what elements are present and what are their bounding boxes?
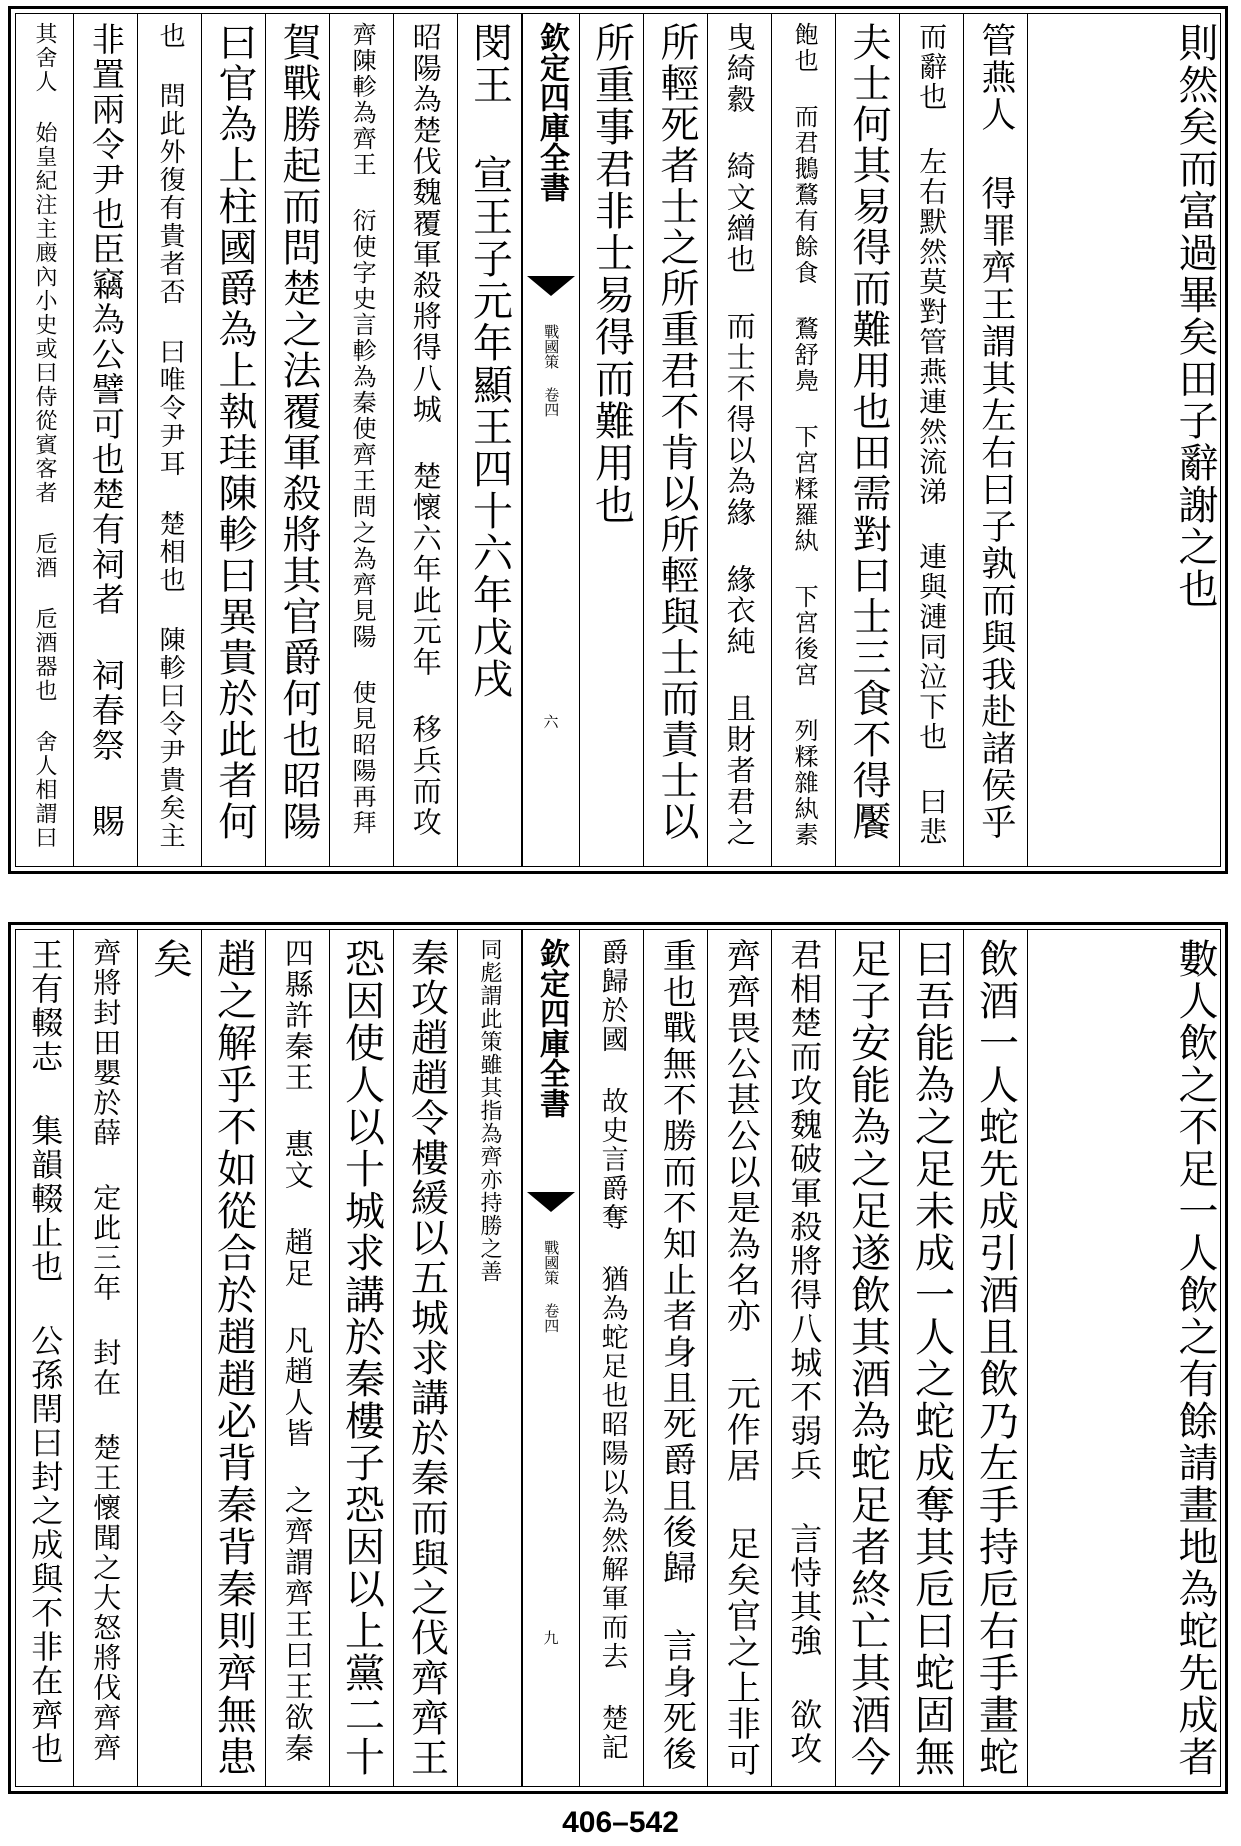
column-text: 夫士何其易得而難用也田需對曰士三食不得饜 bbox=[845, 22, 891, 842]
column-text: 曳綺縠 綺文繒也 而士不得以為緣 緣衣純 且財者君之 bbox=[722, 22, 757, 848]
banner-subtitle: 戰國策 卷四 bbox=[542, 1240, 561, 1333]
text-column bbox=[1028, 14, 1222, 866]
column-text: 同彪謂此策雖其指為齊亦持勝之善 bbox=[477, 938, 503, 1283]
text-column bbox=[458, 14, 522, 866]
text-column bbox=[772, 930, 836, 1786]
fish-tail-icon bbox=[527, 276, 575, 296]
column-text: 君相楚而攻魏破軍殺將得八城不弱兵 言恃其強 欲攻 bbox=[785, 938, 824, 1766]
page-number: 406–542 bbox=[562, 1806, 679, 1839]
column-text: 非置兩令尹也臣竊為公譬可也楚有祠者 祠春祭 賜 bbox=[86, 22, 126, 839]
center-banner bbox=[522, 930, 580, 1786]
text-column bbox=[138, 930, 202, 1786]
column-text: 趙之解乎不如從合於趙趙必背秦背秦則齊無患 bbox=[210, 938, 257, 1778]
column-text: 曰吾能為之足未成一人之蛇成奪其卮曰蛇固無 bbox=[908, 938, 955, 1778]
lower-text-frame bbox=[15, 929, 1221, 1787]
text-column bbox=[836, 14, 900, 866]
column-text: 昭陽為楚伐魏覆軍殺將得八城 楚懷六年此元年 移兵而攻 bbox=[408, 22, 443, 838]
text-column bbox=[394, 14, 458, 866]
column-text: 而辭也 左右默然莫對管燕連然流涕 連與漣同泣下也 曰悲 bbox=[915, 22, 949, 847]
text-column bbox=[16, 14, 74, 866]
upper-text-frame bbox=[15, 13, 1221, 867]
column-text: 爵歸於國 故史言爵奪 猶為蛇足也昭陽以為然解軍而去 楚記 bbox=[596, 938, 628, 1762]
text-column bbox=[964, 14, 1028, 866]
column-text: 飲酒一人蛇先成引酒且飲乃左手持卮右手畫蛇 bbox=[972, 938, 1019, 1778]
banner-title: 欽定四庫全書 bbox=[534, 938, 569, 1118]
text-column bbox=[138, 14, 202, 866]
text-column bbox=[708, 930, 772, 1786]
column-text: 閔王 宣王子元年顯王四十六年戊戌 bbox=[466, 22, 513, 700]
column-text: 管燕人 得罪齊王謂其左右曰子孰而與我赴諸侯乎 bbox=[975, 22, 1016, 841]
column-text: 飽也 而君鵝鶩有餘食 鶩舒鳧 下宮糅羅紈 下宮後宮 列糅雜紈素 bbox=[790, 22, 819, 848]
banner-subtitle: 戰國策 卷四 bbox=[542, 324, 561, 417]
column-text: 恐因使人以十城求講於秦樓子恐因以上黨二十 bbox=[338, 938, 385, 1778]
text-column bbox=[772, 14, 836, 866]
column-text: 齊陳軫為齊王 衍使字史言軫為秦使齊王問之為齊見陽 使見昭陽再拜 bbox=[348, 22, 377, 836]
column-text: 王有輟志 集韻輟止也 公孫閈曰封之成與不非在齊也 bbox=[26, 938, 65, 1766]
text-column bbox=[580, 14, 644, 866]
column-text: 矣 bbox=[146, 938, 193, 980]
text-column bbox=[74, 14, 138, 866]
text-column bbox=[708, 14, 772, 866]
lower-leaf bbox=[8, 922, 1228, 1794]
column-text: 秦攻趙趙令樓緩以五城求講於秦而與之伐齊齊王 bbox=[404, 938, 449, 1778]
text-column bbox=[330, 14, 394, 866]
column-text: 則然矣而富過畢矣田子辭謝之也 bbox=[1172, 22, 1218, 610]
text-column bbox=[964, 930, 1028, 1786]
fish-tail-icon bbox=[527, 1192, 575, 1212]
upper-leaf bbox=[8, 6, 1228, 874]
text-column bbox=[458, 930, 522, 1786]
leaf-number: 九 bbox=[541, 1630, 560, 1645]
column-text: 也 問此外復有貴者否 曰唯令尹耳 楚相也 陳軫曰令尹貴矣主 bbox=[155, 22, 186, 850]
column-text: 所輕死者士之所重君不肯以所輕與士而責士以 bbox=[653, 22, 699, 842]
column-text: 四縣許秦王 惠文 趙足 凡趙人皆 之齊謂齊王曰王欲秦 bbox=[280, 938, 315, 1764]
text-column bbox=[202, 14, 266, 866]
text-column bbox=[900, 14, 964, 866]
column-text: 足子安能為之足遂飲其酒為蛇足者終亡其酒今 bbox=[844, 938, 891, 1778]
banner-title: 欽定四庫全書 bbox=[534, 22, 569, 202]
text-column bbox=[16, 930, 74, 1786]
text-column bbox=[836, 930, 900, 1786]
text-column bbox=[266, 14, 330, 866]
text-column bbox=[580, 930, 644, 1786]
text-column bbox=[202, 930, 266, 1786]
column-text: 其舍人 始皇紀注主廄內小史或曰侍從賓客者 卮酒 卮酒器也 舍人相謂曰 bbox=[32, 22, 58, 850]
text-column bbox=[74, 930, 138, 1786]
column-text: 齊齊畏公甚公以是為名亦 元作居 足矣官之上非可 bbox=[720, 938, 761, 1778]
leaf-number: 六 bbox=[541, 714, 560, 729]
text-column bbox=[644, 930, 708, 1786]
column-text: 所重事君非士易得而難用也 bbox=[588, 22, 635, 526]
text-column bbox=[644, 14, 708, 866]
text-column bbox=[330, 930, 394, 1786]
text-column bbox=[394, 930, 458, 1786]
text-column bbox=[266, 930, 330, 1786]
column-text: 齊將封田嬰於薛 定此三年 封在 楚王懷聞之大怒將伐齊齊 bbox=[89, 938, 123, 1763]
column-text: 賀戰勝起而問楚之法覆軍殺將其官爵何也昭陽 bbox=[275, 22, 321, 842]
text-column bbox=[1028, 930, 1222, 1786]
column-text: 數人飲之不足一人飲之有餘請畫地為蛇先成者 bbox=[1172, 938, 1218, 1778]
text-column bbox=[900, 930, 964, 1786]
column-text: 重也戰無不勝而不知止者身且死爵且後歸 言身死後 bbox=[656, 938, 697, 1772]
center-banner bbox=[522, 14, 580, 866]
column-text: 曰官為上柱國爵為上執珪陳軫曰異貴於此者何 bbox=[211, 22, 257, 842]
